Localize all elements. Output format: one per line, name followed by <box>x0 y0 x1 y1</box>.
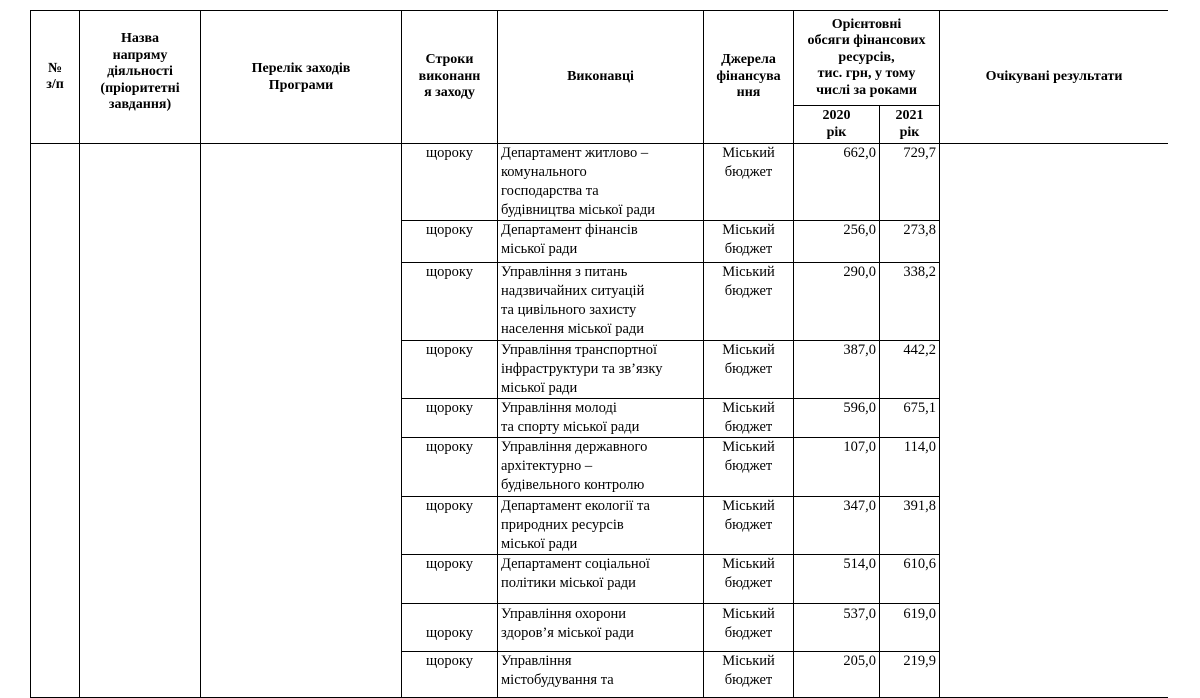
source-cell: Міський бюджет <box>704 652 794 698</box>
source-cell: Міський бюджет <box>704 263 794 341</box>
executor-cell: Управління транспортної інфраструктури та зв’язку міської ради <box>498 341 704 399</box>
executor-cell: Департамент житлово – комунального господарства та будівництва міської ради <box>498 144 704 221</box>
source-cell: Міський бюджет <box>704 497 794 555</box>
source-cell: Міський бюджет <box>704 438 794 497</box>
source-cell: Міський бюджет <box>704 144 794 221</box>
number-cell <box>31 144 80 698</box>
header-terms: Строки виконанн я заходу <box>402 11 498 144</box>
term-cell: щороку <box>402 497 498 555</box>
header-direction: Назва напряму діяльності (пріоритетні завдання) <box>80 11 201 144</box>
term-cell: щороку <box>402 604 498 652</box>
source-cell: Міський бюджет <box>704 221 794 263</box>
executor-cell: Управління містобудування та <box>498 652 704 698</box>
amount-2021-cell: 219,9 <box>880 652 940 698</box>
header-financing: Орієнтовні обсяги фінансових ресурсів, тис. грн, у тому числі за роками <box>794 11 940 106</box>
amount-2021-cell: 619,0 <box>880 604 940 652</box>
executor-cell: Управління охорони здоров’я міської ради <box>498 604 704 652</box>
term-cell: щороку <box>402 263 498 341</box>
source-cell: Міський бюджет <box>704 341 794 399</box>
header-executors: Виконавці <box>498 11 704 144</box>
header-number: № з/п <box>31 11 80 144</box>
executor-cell: Управління молоді та спорту міської ради <box>498 399 704 438</box>
amount-2021-cell: 610,6 <box>880 555 940 604</box>
amount-2020-cell: 290,0 <box>794 263 880 341</box>
executor-cell: Департамент соціальної політики міської ради <box>498 555 704 604</box>
amount-2020-cell: 107,0 <box>794 438 880 497</box>
amount-2021-cell: 114,0 <box>880 438 940 497</box>
header-year-2020: 2020 рік <box>794 106 880 144</box>
term-cell: щороку <box>402 438 498 497</box>
results-cell <box>940 144 1168 698</box>
amount-2020-cell: 514,0 <box>794 555 880 604</box>
executor-cell: Управління з питань надзвичайних ситуацій та цивільного захисту населення міської ради <box>498 263 704 341</box>
term-cell: щороку <box>402 399 498 438</box>
term-cell: щороку <box>402 221 498 263</box>
source-cell: Міський бюджет <box>704 604 794 652</box>
amount-2020-cell: 205,0 <box>794 652 880 698</box>
term-cell: щороку <box>402 144 498 221</box>
amount-2021-cell: 442,2 <box>880 341 940 399</box>
table-row <box>31 144 1169 221</box>
amount-2021-cell: 338,2 <box>880 263 940 341</box>
executor-cell: Департамент фінансів міської ради <box>498 221 704 263</box>
amount-2020-cell: 256,0 <box>794 221 880 263</box>
amount-2020-cell: 662,0 <box>794 144 880 221</box>
amount-2020-cell: 387,0 <box>794 341 880 399</box>
amount-2021-cell: 273,8 <box>880 221 940 263</box>
amount-2020-cell: 537,0 <box>794 604 880 652</box>
program-measures-table <box>30 10 1168 698</box>
amount-2020-cell: 347,0 <box>794 497 880 555</box>
amount-2021-cell: 675,1 <box>880 399 940 438</box>
term-cell: щороку <box>402 652 498 698</box>
document-page <box>30 10 1168 698</box>
source-cell: Міський бюджет <box>704 555 794 604</box>
amount-2021-cell: 729,7 <box>880 144 940 221</box>
header-year-2021: 2021 рік <box>880 106 940 144</box>
header-sources: Джерела фінансува ння <box>704 11 794 144</box>
term-cell: щороку <box>402 555 498 604</box>
header-results: Очікувані результати <box>940 11 1168 144</box>
header-measures: Перелік заходів Програми <box>201 11 402 144</box>
term-cell: щороку <box>402 341 498 399</box>
measures-cell <box>201 144 402 698</box>
amount-2020-cell: 596,0 <box>794 399 880 438</box>
source-cell: Міський бюджет <box>704 399 794 438</box>
amount-2021-cell: 391,8 <box>880 497 940 555</box>
executor-cell: Управління державного архітектурно – будівельного контролю <box>498 438 704 497</box>
executor-cell: Департамент екології та природних ресурсів міської ради <box>498 497 704 555</box>
direction-cell <box>80 144 201 698</box>
